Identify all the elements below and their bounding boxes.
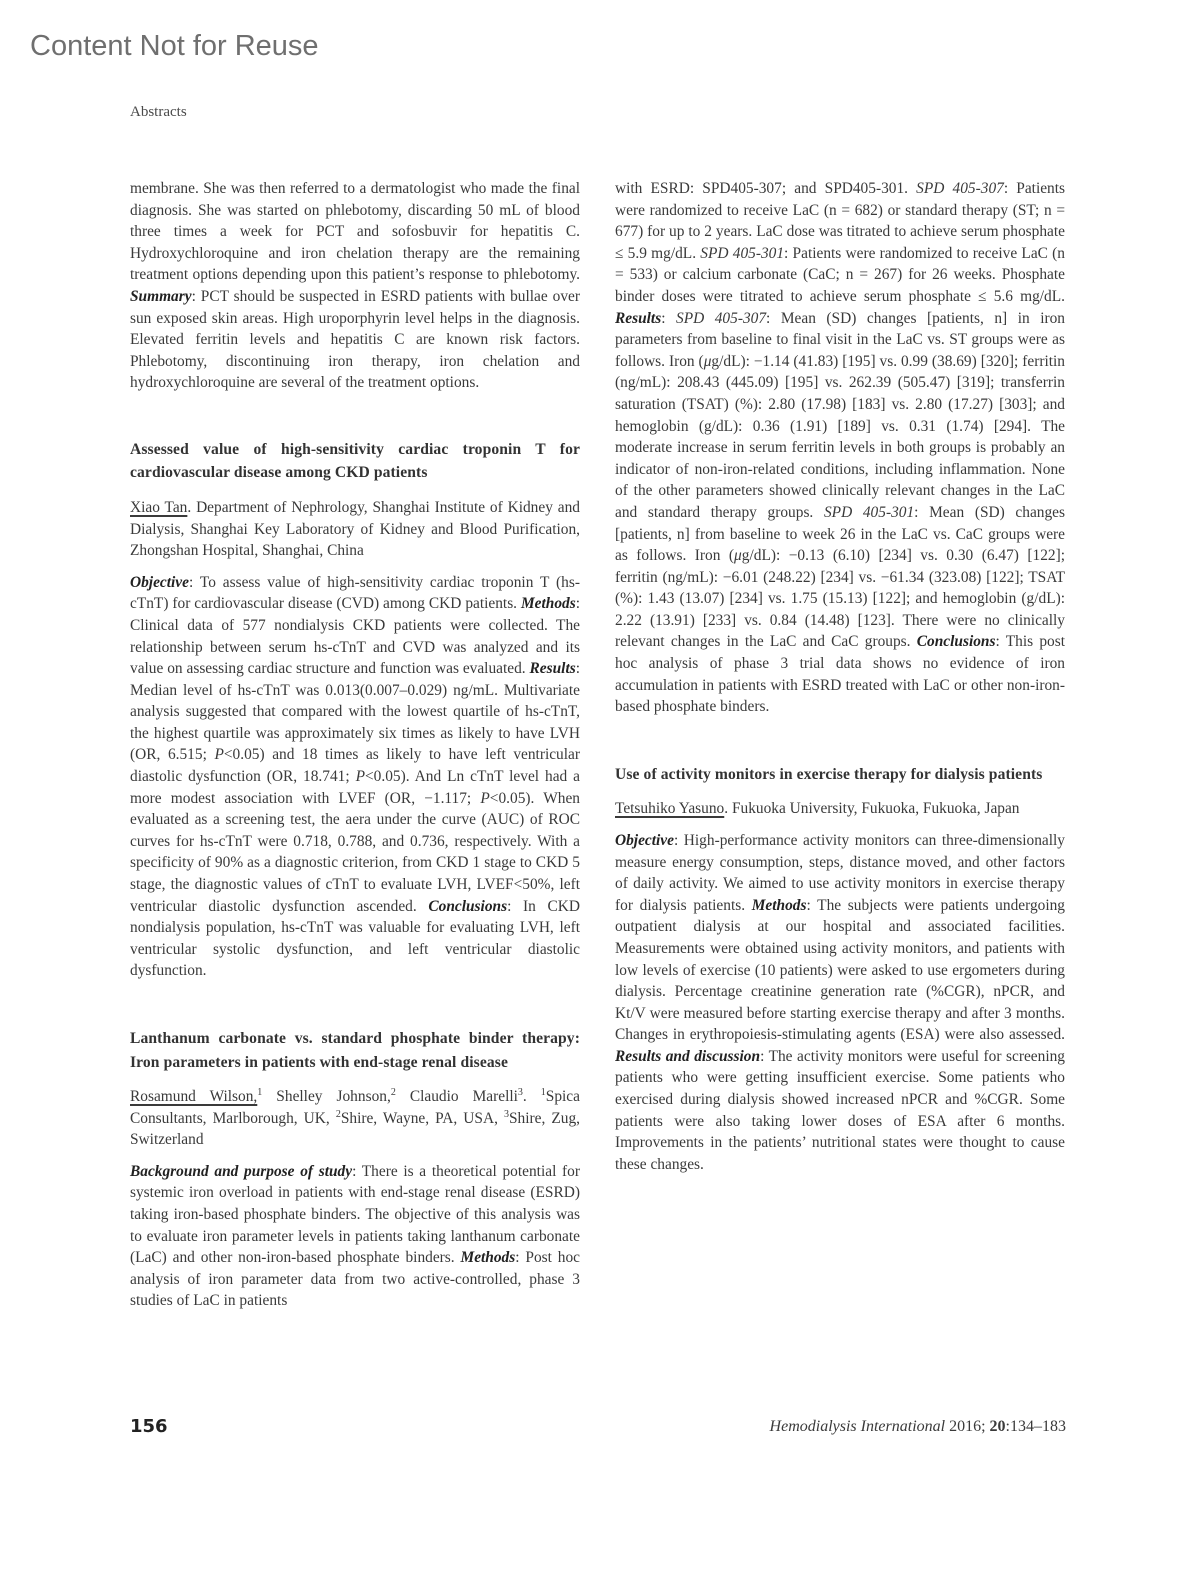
section-label-methods: Methods: [460, 1249, 516, 1267]
right-column: [615, 178, 1065, 1175]
section-label-summary: Summary: [130, 287, 192, 305]
presenting-author: Rosamund Wilson,: [130, 1088, 258, 1105]
watermark: Content Not for Reuse: [30, 30, 319, 62]
journal-name: Hemodialysis International: [769, 1418, 946, 1435]
abstract-activity-monitors: [615, 763, 1065, 1176]
section-label-objective: Objective: [615, 831, 674, 849]
affiliation: Shire, Zug, Switzerland: [130, 1109, 581, 1149]
affiliation: Spica Consultants, Marlborough, UK,: [130, 1088, 580, 1127]
author-line: [615, 798, 1065, 820]
section-label-conclusions: Conclusions: [428, 897, 508, 915]
affiliation: Shire, Wayne, PA, USA,: [340, 1109, 504, 1127]
section-label-methods: Methods: [751, 896, 807, 914]
author: Claudio Marelli: [395, 1088, 518, 1105]
section-label-results: Results and discussion: [615, 1047, 761, 1065]
continued-abstract-text: membrane. She was then referred to a dermatologist who made the final diagnosis. She was started on phlebotomy, discarding 50 mL of blood three times a week for PCT and sofosbuvir for hepatitis C. Hydroxychloroquine and iron chelation therapy are the remaining treatment options depending upon this patient’s response to phlebotomy. Summary: PCT should be suspected in ESRD patients with bullae over sun exposed skin areas. High uroporphyrin level helps in the diagnosis. Elevated ferritin levels and hepatitis C are known risk factors. Phlebotomy, discontinuing iron therapy, iron chelation and hydroxychloroquine are several of the treatment options.: [130, 180, 580, 392]
volume: 20: [989, 1418, 1006, 1435]
study-label: SPD 405-301: [823, 503, 915, 521]
abstract-title: Assessed value of high-sensitivity cardiac troponin T for cardiovascular disease among CKD patients: [130, 440, 580, 482]
author-line: Rosamund Wilson,$^1$ Shelley Johnson,$^2$ Claudio Marelli$^3$. $^1$Spica Consultants, Marlborough, UK, $^2$Shire, Wayne, PA, USA, $^3$Shire, Zug, Switzerland: [130, 1086, 581, 1149]
affiliation: . Fukuoka University, Fukuoka, Fukuoka, Japan: [724, 800, 1020, 818]
journal-citation: Hemodialysis International 2016; 20:134–183: [769, 1418, 1066, 1435]
abstract-troponin: [130, 438, 580, 982]
author: Shelley Johnson,: [262, 1088, 391, 1105]
abstract-lanthanum: [130, 1027, 580, 1312]
abstract-body: Objective: High-performance activity monitors can three-dimensionally measure energy consumption, steps, distance moved, and other factors of daily activity. We aimed to use activity monitors in exercise therapy for dialysis patients. Methods: The subjects were patients undergoing outpatient dialysis at our hospital and associated facilities. Measurements were obtained using activity monitors, and patients with low levels of exercise (10 patients) were asked to use ergometers during dialysis. Percentage creatinine generation rate (%CGR), nPCR, and Kt/V were measured before starting exercise therapy and after 3 months. Changes in erythropoiesis-stimulating agents (ESA) were also assessed. Results and discussion: The activity monitors were useful for screening patients who were getting insufficient exercise. Some patients who exercised during dialysis showed increased nPCR and %CGR. Some patients were also taking lower doses of ESA after 6 months. Improvements in the patients’ nutritional states were thought to cause these changes.: [615, 831, 1065, 1173]
section-label-methods: Methods: [520, 595, 576, 613]
abstract-body: Background and purpose of study: There is a theoretical potential for systemic iron overload in patients with end-stage renal disease (ESRD) taking iron-based phosphate binders. The objective of this analysis was to evaluate iron parameter levels in patients taking lanthanum carbonate (LaC) and other non-iron-based phosphate binders. Methods: Post hoc analysis of iron parameter data from two active-controlled, phase 3 studies of LaC in patients: [130, 1162, 580, 1310]
study-label: SPD 405-307: [916, 180, 1004, 197]
presenting-author: Xiao Tan: [130, 498, 188, 516]
affiliation: . Department of Nephrology, Shanghai Institute of Kidney and Dialysis, Shanghai Key Laboratory of Kidney and Blood Purification, Zhongshan Hospital, Shanghai, China: [130, 498, 580, 560]
abstract-title: Lanthanum carbonate vs. standard phosphate binder therapy: Iron parameters in patients with end-stage renal disease: [130, 1030, 580, 1071]
left-column: [130, 178, 580, 1312]
abstract-body-continued: with ESRD: SPD405-307; and SPD405-301. SPD 405-307: Patients were randomized to receive LaC (n = 682) or standard therapy (ST; n = 677) for up to 2 years. LaC dose was titrated to achieve serum phosphate ≤ 5.9 mg/dL. SPD 405-301: Patients were randomized to receive LaC (n = 533) or calcium carbonate (CaC; n = 267) for 26 weeks. Phosphate binder doses were titrated to achieve serum phosphate ≤ 5.6 mg/dL. Results: SPD 405-307: Mean (SD) changes [patients, n] in iron parameters from baseline to final visit in the LaC vs. ST groups were as follows. Iron (μg/dL): −1.14 (41.83) [195] vs. 0.99 (38.69) [320]; ferritin (ng/mL): 208.43 (445.09) [195] vs. 262.39 (505.47) [319]; transferrin saturation (TSAT) (%): 2.80 (17.98) [183] vs. 2.80 (17.27) [303]; and hemoglobin (g/dL): 0.36 (1.91) [189] vs. 0.31 (1.74) [294]. The moderate increase in serum ferritin levels in both groups is probably an indicator of non-iron-related conditions, including inflammation. None of the other parameters showed clinically relevant changes in the LaC and standard therapy groups. SPD 405-301: Mean (SD) changes [patients, n] from baseline to week 26 in the LaC vs. CaC groups were as follows. Iron (μg/dL): −0.13 (6.10) [234] vs. 0.30 (6.47) [122]; ferritin (ng/mL): −6.01 (248.22) [234] vs. −61.34 (323.08) [122]; TSAT (%): 1.43 (13.07) [234] vs. 1.75 (15.13) [122]; and hemoglobin (g/dL): 2.22 (13.91) [233] vs. 0.84 (14.48) [123]. There were no clinically relevant changes in the LaC and CaC groups. Conclusions: This post hoc analysis of phase 3 trial data shows no evidence of iron accumulation in patients with ESRD treated with LaC or other non-iron-based phosphate binders.: [615, 180, 1066, 716]
section-label-results: Results: [615, 309, 662, 327]
page-number: 156: [130, 1416, 168, 1437]
abstract-body: Objective: To assess value of high-sensitivity cardiac troponin T (hs-cTnT) for cardiovascular disease (CVD) among CKD patients. Methods: Clinical data of 577 nondialysis CKD patients were collected. The relationship between serum hs-cTnT and CVD was analyzed and its value on assessing cardiac structure and function was evaluated. Results: Median level of hs-cTnT was 0.013(0.007–0.029) ng/mL. Multivariate analysis suggested that compared with the lowest quartile of hs-cTnT, the highest quartile was approximately six times as likely to have LVH (OR, 6.515; P<0.05) and 18 times as likely to have left ventricular diastolic dysfunction (OR, 18.741; P<0.05). And Ln cTnT level had a more modest association with LVEF (OR, −1.117; P<0.05). When evaluated as a screening test, the aera under the curve (AUC) of ROC curves for hs-cTnT were 0.718, 0.788, and 0.736, respectively. With a specificity of 90% as a diagnostic criterion, from CKD 1 stage to CKD 5 stage, the diagnostic values of cTnT to evaluate LVH, LVEF<50%, left ventricular diastolic dysfunction ascended. Conclusions: In CKD nondialysis population, hs-cTnT was valuable for evaluating LVH, left ventricular systolic dysfunction, and left ventricular diastolic dysfunction.: [130, 573, 580, 980]
section-label-conclusions: Conclusions: [916, 633, 996, 651]
section-label-objective: Objective: [130, 573, 189, 591]
study-label: SPD 405-307: [676, 309, 767, 327]
abstract-title: Use of activity monitors in exercise therapy for dialysis patients: [615, 765, 1043, 783]
section-label-results: Results: [529, 660, 576, 678]
section-label-background: Background and purpose of study: [130, 1162, 353, 1180]
presenting-author: Tetsuhiko Yasuno: [615, 800, 725, 818]
author-line: [130, 497, 580, 562]
study-label: SPD 405-301: [700, 244, 785, 262]
running-head: Abstracts: [130, 104, 187, 120]
